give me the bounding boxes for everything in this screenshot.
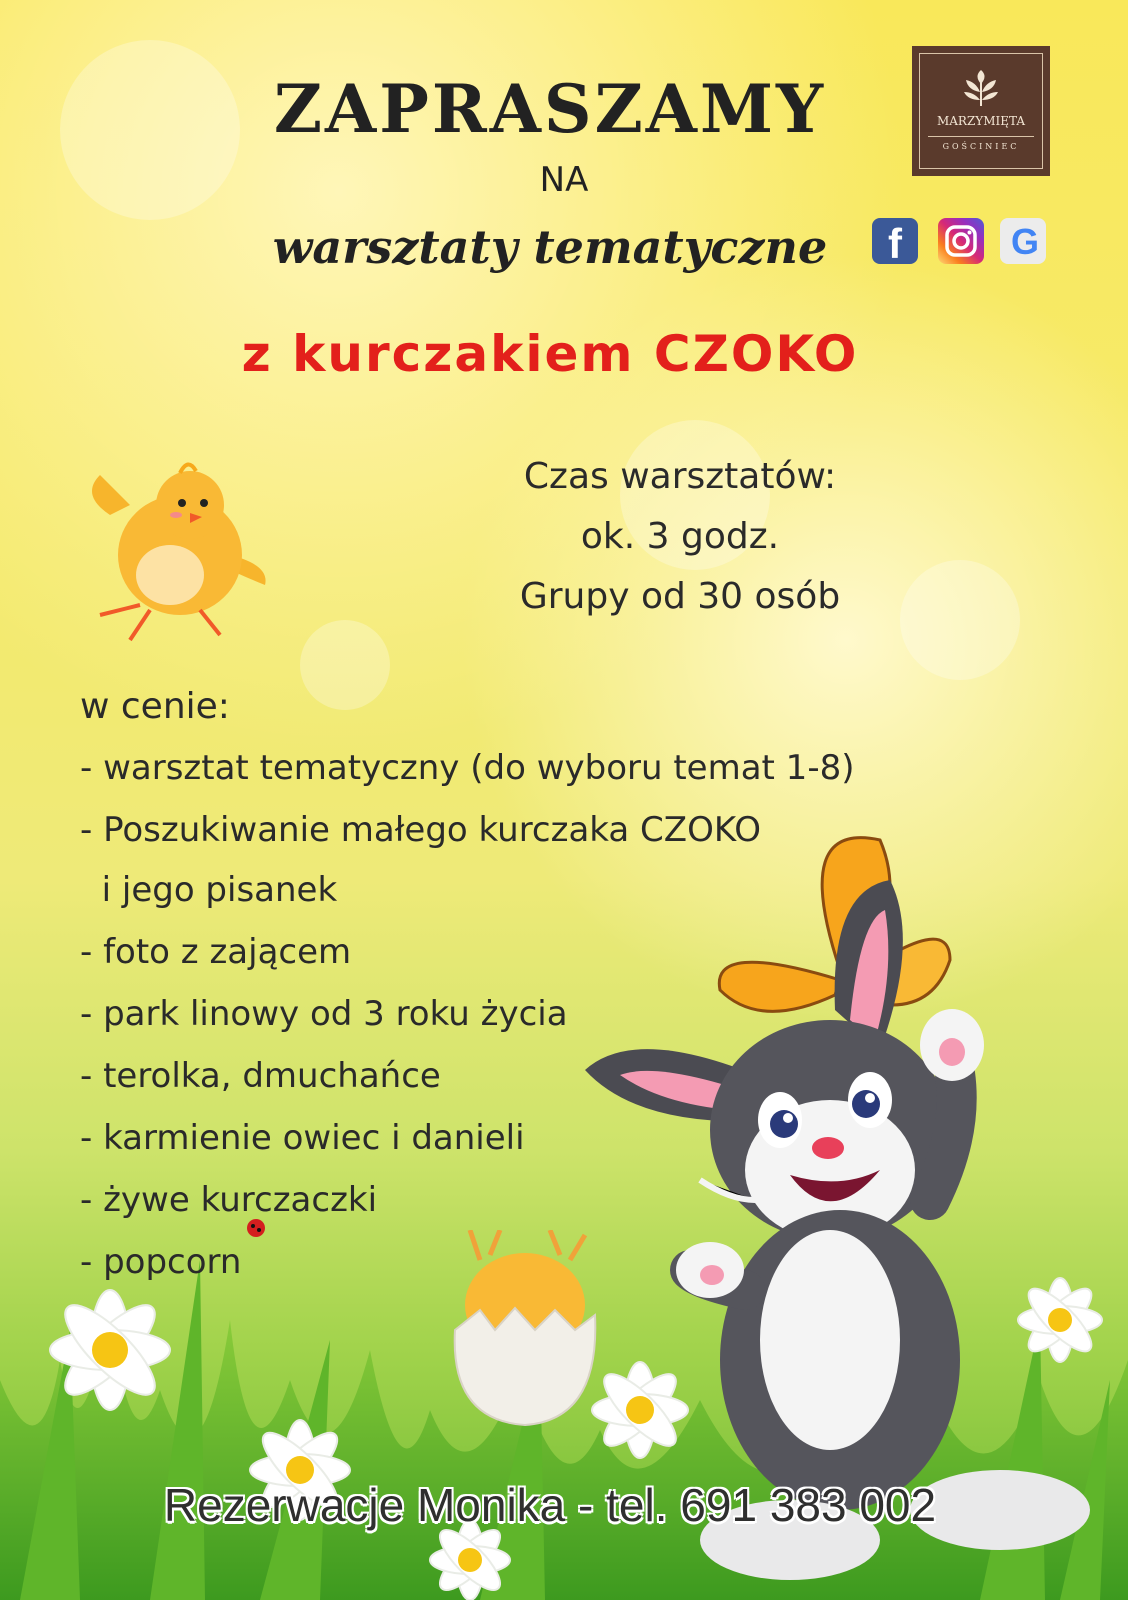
ladybug-icon: [247, 1219, 265, 1237]
reservation-phone: Rezerwacje Monika - tel. 691 383 002: [163, 1479, 937, 1531]
subtitle: z kurczakiem CZOKO: [241, 325, 859, 383]
list-item: i jego pisanek: [80, 870, 338, 910]
facebook-glyph: f: [888, 220, 902, 267]
list-item: - żywe kurczaczki: [80, 1180, 378, 1220]
list-item: - warsztat tematyczny (do wyboru temat 1-8): [80, 748, 855, 788]
na-label: NA: [539, 160, 589, 200]
price-includes-heading: w cenie:: [80, 686, 230, 727]
logo-name: MARZYMIĘTA: [936, 114, 1026, 128]
page-title: ZAPRASZAMY: [273, 70, 827, 148]
info-duration-label: Czas warsztatów:: [523, 456, 837, 497]
list-item: - terolka, dmuchańce: [80, 1056, 441, 1096]
google-glyph: G: [1011, 221, 1040, 262]
flying-chick-illustration: [70, 455, 280, 645]
bokeh-light: [300, 620, 390, 710]
list-item: - Poszukiwanie małego kurczaka CZOKO: [80, 810, 762, 850]
logo-subtitle: GOŚCINIEC: [942, 142, 1020, 151]
list-item: - foto z zającem: [80, 932, 352, 972]
info-duration-value: ok. 3 godz.: [580, 516, 780, 557]
workshop-heading: warsztaty tematyczne: [272, 220, 828, 274]
butterfly-icon: [719, 838, 950, 1012]
info-group-size: Grupy od 30 osób: [519, 576, 841, 617]
bokeh-light: [900, 560, 1020, 680]
list-item: - popcorn: [80, 1242, 242, 1282]
list-item: - karmienie owiec i danieli: [80, 1118, 525, 1158]
list-item: - park linowy od 3 roku życia: [80, 994, 568, 1034]
